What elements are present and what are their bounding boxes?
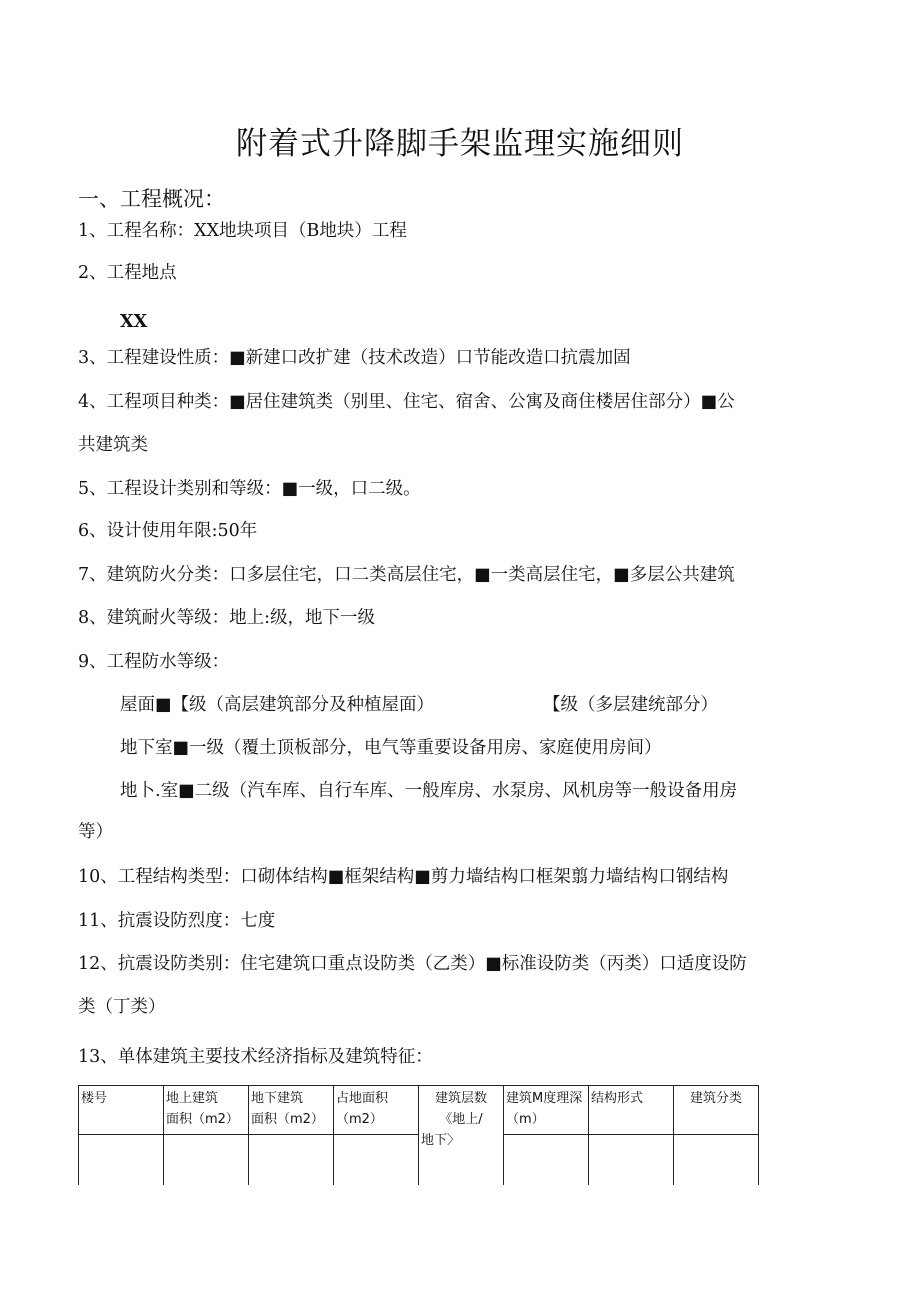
header-cell-depth: 建筑M度理深 （m） <box>504 1086 589 1135</box>
line-seismic-category-cont: 类（丁类） <box>78 997 166 1017</box>
line-indicators-heading: 13、单体建筑主要技术经济指标及建筑特征： <box>78 1047 433 1067</box>
line-project-type-cont: 共建筑类 <box>78 435 148 455</box>
table-cell <box>249 1135 334 1186</box>
table-cell <box>79 1135 164 1186</box>
table-cell <box>674 1135 759 1186</box>
line-project-name: 1、工程名称：XX地块项目（B地块）工程 <box>78 221 407 241</box>
header-cell-building-no: 楼号 <box>79 1086 164 1135</box>
header-cell-underground-area: 地下建筑 面积（m2） <box>249 1086 334 1135</box>
line-location-value: XX <box>120 312 148 332</box>
line-construction-nature: 3、工程建设性质：■新建口改扩建（技术改造）口节能改造口抗震加固 <box>78 348 631 368</box>
line-seismic-intensity: 11、抗震设防烈度：七度 <box>78 911 276 931</box>
line-basement-waterproof-2: 地卜.室■二级（汽车库、自行车库、一般库房、水泵房、风机房等一般设备用房 <box>120 781 738 801</box>
line-basement-waterproof-2-cont: 等） <box>78 822 113 842</box>
header-cell-above-ground-area: 地上建筑 面积（m2） <box>164 1086 249 1135</box>
line-seismic-category: 12、抗震设防类别：住宅建筑口重点设防类（乙类）■标准设防类（丙类）口适度设防 <box>78 954 747 974</box>
line-fire-rating: 8、建筑耐火等级：地上:级，地下一级 <box>78 608 376 628</box>
line-fire-class: 7、建筑防火分类：口多层住宅，口二类高层住宅，■一类高层住宅，■多层公共建筑 <box>78 565 735 585</box>
line-project-type: 4、工程项目种类：■居住建筑类（别里、住宅、宿舍、公寓及商住楼居住部分）■公 <box>78 392 735 412</box>
building-indicators-table <box>78 1085 759 1185</box>
line-project-location: 2、工程地点 <box>78 263 177 283</box>
header-cell-floors: 建筑层数 《地上/ 地下〉 <box>419 1086 504 1186</box>
header-cell-structure-form: 结构形式 <box>589 1086 674 1135</box>
header-cell-building-category: 建筑分类 <box>674 1086 759 1135</box>
table-cell <box>589 1135 674 1186</box>
line-roof-waterproof: 屋面■【级（高层建筑部分及种植屋面） <box>120 695 435 715</box>
table-header-row <box>79 1086 759 1135</box>
document-title: 附着式升降脚手架监理实施细则 <box>236 126 684 162</box>
line-roof-waterproof-multi: 【级（多层建统部分） <box>543 695 718 715</box>
line-design-class: 5、工程设计类别和等级：■一级，口二级。 <box>78 479 421 499</box>
line-basement-waterproof-1: 地下室■一级（覆土顶板部分，电气等重要设备用房、家庭使用房间） <box>120 738 662 758</box>
table-cell <box>164 1135 249 1186</box>
table-cell <box>504 1135 589 1186</box>
line-service-life: 6、设计使用年限:50年 <box>78 521 258 541</box>
section-heading: 一、工程概况： <box>78 187 225 211</box>
table-cell <box>334 1135 419 1186</box>
header-cell-land-area: 占地面积 （m2） <box>334 1086 419 1135</box>
line-waterproof-grade: 9、工程防水等级： <box>78 652 230 672</box>
line-structure-type: 10、工程结构类型：口砌体结构■框架结构■剪力墙结构口框架翦力墙结构口钢结构 <box>78 867 729 887</box>
